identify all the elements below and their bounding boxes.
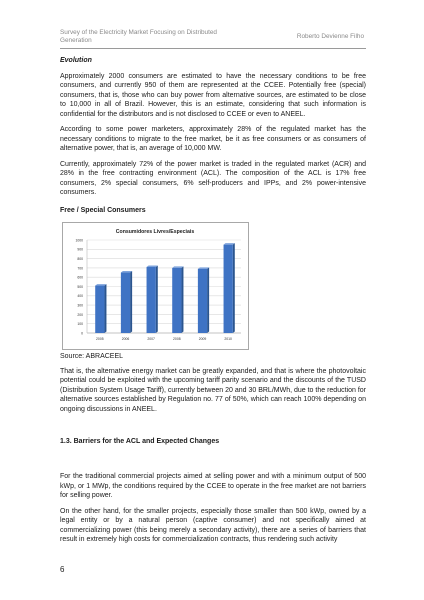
bar-2007 (147, 266, 156, 332)
x-tick-label: 2008 (173, 336, 181, 341)
y-tick-label: 700 (77, 265, 83, 270)
y-tick-label: 800 (77, 256, 83, 261)
consumers-chart (62, 222, 249, 350)
y-tick-label: 0 (81, 330, 83, 335)
running-header-title: Survey of the Electricity Market Focusing on Distributed Generation (60, 29, 217, 44)
paragraph-4: That is, the alternative energy market can be greatly expanded, and that is where the photovoltaic potential could be exploited with the upcoming tariff parity scenario and the discounts of the TUSD (Distribution System Usage Tariff), currently between 20 and 30 BRL/MWh, due to the reduction for alternative sources established by Regulation no. 77 of 50%, which can reach 100% depending on ongoing discussions in ANEEL. (60, 367, 366, 414)
y-tick-label: 1000 (75, 237, 83, 242)
paragraph-2: According to some power marketers, approximately 28% of the regulated market has the necessary conditions to migrate to the free market, be it as free consumers or as consumers of alternative power, that is, an average of 10,000 MW. (60, 126, 366, 153)
paragraph-1: Approximately 2000 consumers are estimated to have the necessary conditions to be free consumers, and currently 950 of them are represented at the CCEE. Potentially free (special) consumers, that is, those who can buy power from alternative sources, are estimated to be close to 10,000 in all of Brazil. However, this is an estimate, considering that such information is confidential for the distributors and is not disclosed to CCEE or even to ANEEL. (60, 72, 366, 118)
y-tick-label: 900 (77, 247, 83, 252)
bar-side (130, 271, 132, 333)
y-tick-label: 200 (77, 312, 83, 317)
bar-2008 (172, 267, 181, 332)
y-tick-label: 500 (77, 284, 83, 289)
chart-grid (87, 240, 241, 333)
header-divider (60, 48, 366, 49)
x-tick-label: 2007 (147, 336, 155, 341)
section-title: Evolution (60, 57, 92, 64)
running-header-author: Roberto Devienne Filho (296, 33, 364, 40)
chart-x-tick-labels (96, 337, 232, 341)
bar-side (233, 243, 235, 333)
bar-side (104, 284, 106, 333)
chart-y-tick-labels (75, 238, 83, 335)
y-tick-label: 400 (77, 293, 83, 298)
bar-2010 (224, 244, 233, 332)
subsection-title: Free / Special Consumers (60, 206, 146, 214)
x-tick-label: 2009 (198, 336, 207, 341)
chart-title: Consumidores Livres/Especiais (115, 228, 195, 235)
y-tick-label: 600 (77, 275, 83, 280)
bar-side (156, 265, 158, 333)
paragraph-3: Currently, approximately 72% of the power market is traded in the regulated market (ACR) and 28% in the free contracting environment (ACL). The composition of the ACL is 17% free consumers, 2% special consumers, 6% self-producers and IPPs, and 2% power-intensive consumers. (60, 160, 366, 197)
section-heading: 1.3. Barriers for the ACL and Expected Changes (60, 437, 220, 445)
bar-2009 (198, 268, 207, 332)
page-content (60, 56, 366, 551)
chart-bars (95, 243, 235, 333)
chart-source: Source: ABRACEEL (60, 352, 124, 360)
x-tick-label: 2006 (121, 336, 130, 341)
paragraph-5: For the traditional commercial projects aimed at selling power and with a minimum output of 500 kWp, or 1 MWp, the conditions required by the CCEE to operate in the free market are not barriers for selling power. (60, 473, 366, 500)
x-tick-label: 2010 (224, 336, 232, 341)
bar-2006 (121, 272, 130, 332)
paragraph-6: On the other hand, for the smaller projects, especially those smaller than 500 kWp, owned by a legal entity or by a natural person (captive consumer) and not specifically aimed at commercializing power (this being merely a secondary activity), there are a series of barriers that result in extremely high costs for commercialization contracts, thus rendering such activity (60, 507, 366, 544)
chart-svg (63, 223, 248, 349)
page-number: 6 (60, 565, 65, 574)
x-tick-label: 2005 (96, 336, 104, 341)
bar-side (207, 267, 209, 333)
y-tick-label: 300 (77, 303, 83, 307)
bar-2005 (95, 285, 104, 332)
y-tick-label: 100 (77, 321, 83, 326)
bar-side (181, 266, 183, 333)
